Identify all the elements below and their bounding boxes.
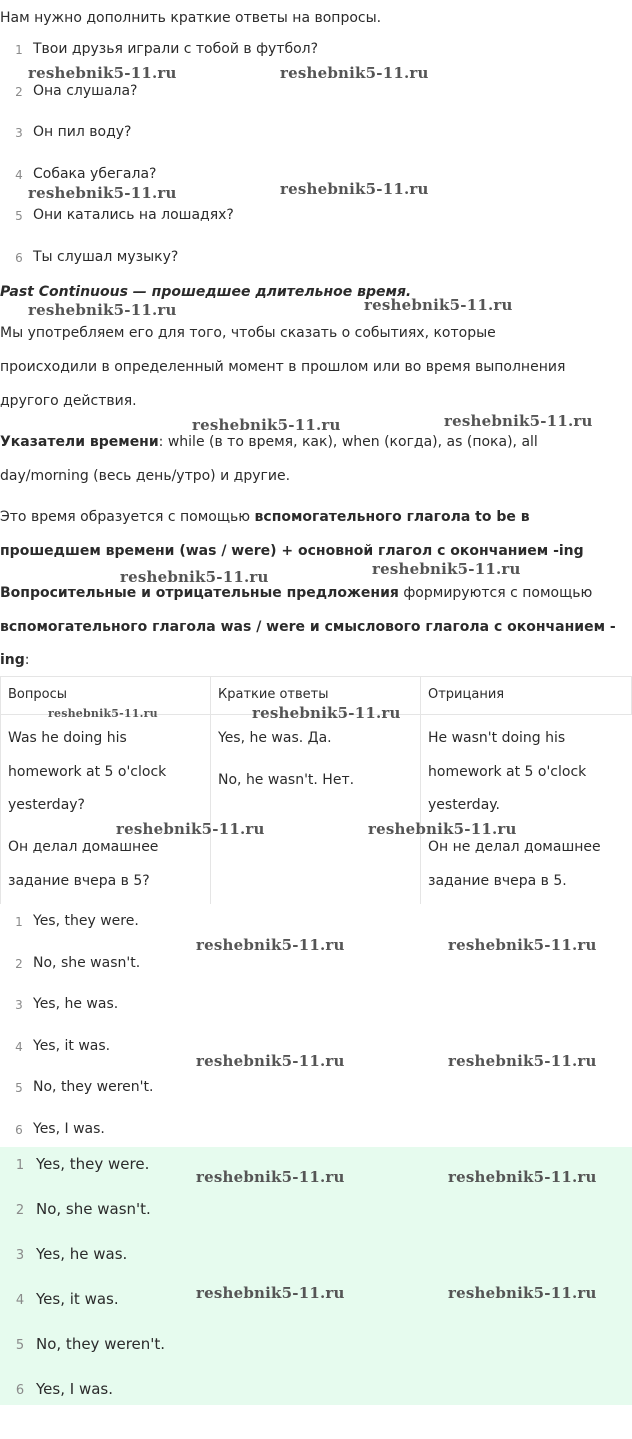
table-header: Вопросы <box>8 687 67 702</box>
watermark: reshebnik5-11.ru <box>196 1284 345 1302</box>
table-header: Отрицания <box>428 687 505 702</box>
list-number: 4 <box>15 1293 25 1308</box>
list-item: Yes, it was. <box>36 1290 119 1308</box>
watermark: reshebnik5-11.ru <box>280 64 429 82</box>
list-number: 2 <box>15 957 23 971</box>
q-neg-text: : <box>24 652 30 668</box>
table-border <box>210 676 211 904</box>
time-markers-text: : while (в то время, как), when (когда), as (пока), all <box>158 434 538 450</box>
list-item: Yes, I was. <box>33 1121 105 1137</box>
formation-line <box>0 508 632 526</box>
list-item: Yes, it was. <box>33 1038 111 1054</box>
list-item: Yes, he was. <box>36 1245 128 1263</box>
watermark: reshebnik5-11.ru <box>448 936 597 954</box>
list-number: 2 <box>15 1203 25 1218</box>
table-cell: Он делал домашнее <box>8 839 159 855</box>
list-number: 1 <box>15 1158 25 1173</box>
watermark: reshebnik5-11.ru <box>196 1168 345 1186</box>
time-markers-label: Указатели времени <box>0 434 159 450</box>
list-number: 4 <box>15 168 23 182</box>
list-number: 5 <box>15 1081 23 1095</box>
list-number: 6 <box>15 251 23 265</box>
list-item: Ты слушал музыку? <box>33 249 179 265</box>
paragraph-line: day/morning (весь день/утро) и другие. <box>0 468 291 484</box>
table-cell: He wasn't doing his <box>428 730 566 746</box>
table-border <box>0 676 1 904</box>
q-neg-line-end <box>0 651 632 669</box>
table-cell: Was he doing his <box>8 730 127 746</box>
paragraph-line: происходили в определенный момент в прошлом или во время выполнения <box>0 359 566 375</box>
table-cell: homework at 5 o'clock <box>428 764 587 780</box>
watermark: reshebnik5-11.ru <box>192 416 341 434</box>
list-number: 1 <box>15 915 23 929</box>
watermark: reshebnik5-11.ru <box>368 820 517 838</box>
list-number: 6 <box>15 1123 23 1137</box>
table-cell: yesterday. <box>428 797 501 813</box>
list-number: 5 <box>15 1338 25 1353</box>
table-cell: задание вчера в 5? <box>8 873 150 889</box>
q-neg-line <box>0 584 632 602</box>
list-item: Yes, he was. <box>33 996 119 1012</box>
list-item: Yes, they were. <box>36 1155 150 1173</box>
watermark: reshebnik5-11.ru <box>116 820 265 838</box>
list-item: Он пил воду? <box>33 124 132 140</box>
table-cell: Он не делал домашнее <box>428 839 601 855</box>
table-border <box>0 676 632 677</box>
formation-bold: вспомогательного глагола to be в <box>254 509 530 525</box>
q-neg-bold: ing <box>0 652 25 668</box>
watermark: reshebnik5-11.ru <box>448 1284 597 1302</box>
watermark: reshebnik5-11.ru <box>280 180 429 198</box>
list-number: 2 <box>15 85 23 99</box>
table-header: Краткие ответы <box>218 687 329 702</box>
table-cell: yesterday? <box>8 797 85 813</box>
q-neg-bold-line: вспомогательного глагола was / were и смыслового глагола с окончанием - <box>0 619 616 635</box>
section-title: Past Continuous — прошедшее длительное время. <box>0 284 412 300</box>
table-cell: задание вчера в 5. <box>428 873 567 889</box>
watermark: reshebnik5-11.ru <box>48 707 158 720</box>
list-item: No, they weren't. <box>36 1335 166 1353</box>
list-item: No, she wasn't. <box>36 1200 151 1218</box>
watermark: reshebnik5-11.ru <box>28 301 177 319</box>
watermark: reshebnik5-11.ru <box>28 64 177 82</box>
watermark: reshebnik5-11.ru <box>364 296 513 314</box>
list-item: Твои друзья играли с тобой в футбол? <box>33 41 319 57</box>
watermark: reshebnik5-11.ru <box>448 1168 597 1186</box>
list-number: 5 <box>15 209 23 223</box>
list-number: 3 <box>15 998 23 1012</box>
intro-text: Нам нужно дополнить краткие ответы на вопросы. <box>0 10 382 26</box>
list-item: Собака убегала? <box>33 166 157 182</box>
list-item: No, she wasn't. <box>33 955 141 971</box>
list-number: 3 <box>15 126 23 140</box>
q-neg-text: формируются с помощью <box>398 585 593 601</box>
paragraph-line: Мы употребляем его для того, чтобы сказать о событиях, которые <box>0 325 496 341</box>
list-item: Она слушала? <box>33 83 138 99</box>
watermark: reshebnik5-11.ru <box>448 1052 597 1070</box>
formation-bold-line: прошедшем времени (was / were) + основной глагол с окончанием -ing <box>0 543 584 559</box>
list-item: Yes, they were. <box>33 913 139 929</box>
watermark: reshebnik5-11.ru <box>252 704 401 722</box>
list-number: 1 <box>15 43 23 57</box>
time-markers-line <box>0 433 632 451</box>
list-item: Yes, I was. <box>36 1380 113 1398</box>
watermark: reshebnik5-11.ru <box>120 568 269 586</box>
list-item: No, they weren't. <box>33 1079 154 1095</box>
table-border <box>420 676 421 904</box>
watermark: reshebnik5-11.ru <box>196 936 345 954</box>
list-item: Они катались на лошадях? <box>33 207 234 223</box>
paragraph-line: другого действия. <box>0 393 137 409</box>
table-cell: Yes, he was. Да. <box>218 730 332 746</box>
formation-text: Это время образуется с помощью <box>0 509 255 525</box>
watermark: reshebnik5-11.ru <box>372 560 521 578</box>
watermark: reshebnik5-11.ru <box>28 184 177 202</box>
table-cell: No, he wasn't. Нет. <box>218 772 355 788</box>
q-neg-bold: Вопросительные и отрицательные предложения <box>0 585 399 601</box>
watermark: reshebnik5-11.ru <box>196 1052 345 1070</box>
watermark: reshebnik5-11.ru <box>444 412 593 430</box>
list-number: 4 <box>15 1040 23 1054</box>
table-cell: homework at 5 o'clock <box>8 764 167 780</box>
list-number: 6 <box>15 1383 25 1398</box>
list-number: 3 <box>15 1248 25 1263</box>
